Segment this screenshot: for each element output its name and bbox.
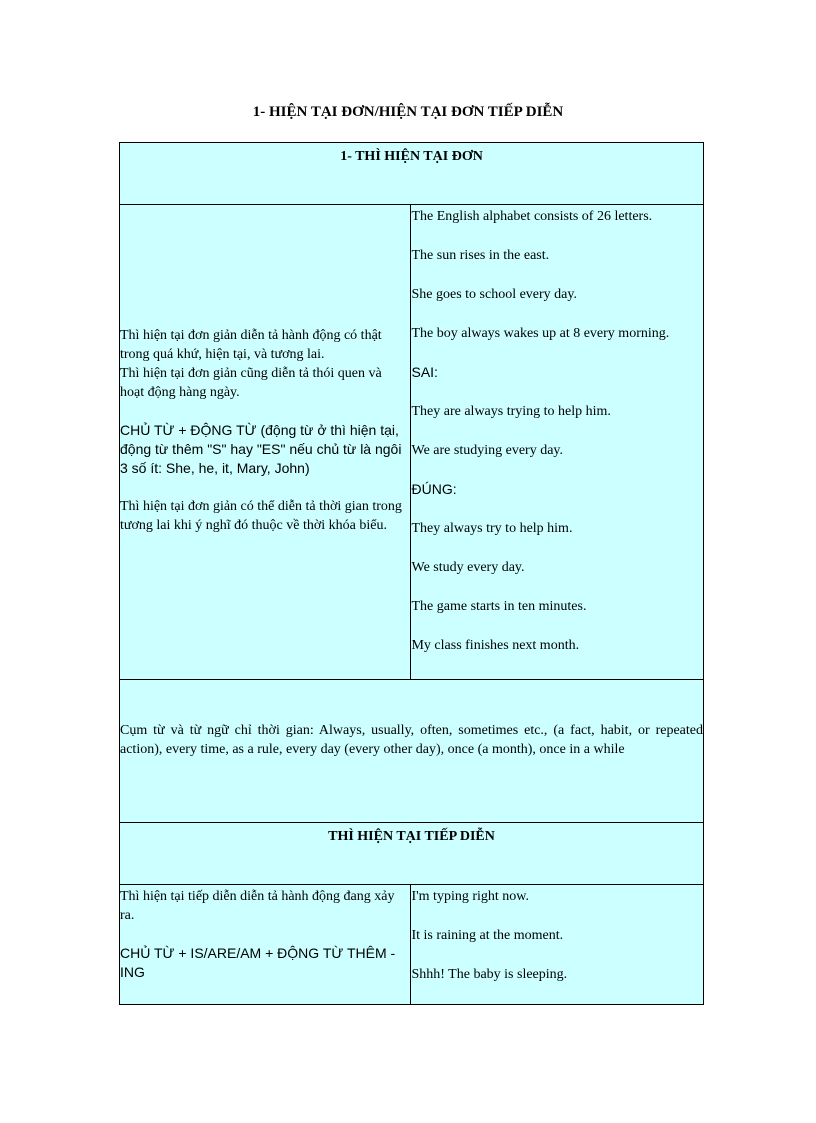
future-note: Thì hiện tại đơn giản có thể diễn tả thời gian trong tương lai khi ý nghĩ đó thuộc về thời khóa biểu.: [120, 499, 402, 533]
example-sentence: The boy always wakes up at 8 every morning.: [411, 326, 670, 341]
description-line: Thì hiện tại đơn giản cũng diễn tả thói quen và hoạt động hàng ngày.: [120, 366, 382, 400]
example-sentence: My class finishes next month.: [411, 638, 580, 653]
simple-present-explanation: [120, 205, 411, 680]
description-line: Thì hiện tại tiếp diễn diễn tả hành động đang xảy ra.: [120, 889, 395, 923]
correct-label: ĐÚNG:: [411, 481, 457, 497]
example-sentence: I'm typing right now.: [411, 889, 529, 904]
description-line: Thì hiện tại đơn giản diễn tả hành động có thật trong quá khứ, hiện tại, và tương lai.: [120, 328, 382, 362]
example-sentence: She goes to school every day.: [411, 287, 577, 302]
document-title: 1- HIỆN TẠI ĐƠN/HIỆN TẠI ĐƠN TIẾP DIỄN: [252, 104, 564, 120]
example-sentence: They are always trying to help him.: [411, 404, 611, 419]
simple-present-heading: 1- THÌ HIỆN TẠI ĐƠN: [120, 143, 704, 205]
simple-present-examples: [411, 205, 704, 680]
example-sentence: We study every day.: [411, 560, 525, 575]
time-expressions: Cụm từ và từ ngữ chỉ thời gian: Always, usually, often, sometimes etc., (a fact, habit, or repeated action), every time, as a rule, every day (every other day), once (a month), once in a while: [120, 680, 704, 823]
present-continuous-heading: THÌ HIỆN TẠI TIẾP DIỄN: [120, 823, 704, 885]
present-continuous-formula: CHỦ TỪ + IS/ARE/AM + ĐỘNG TỪ THÊM -ING: [120, 945, 396, 980]
grammar-table: [119, 142, 704, 1005]
example-sentence: They always try to help him.: [411, 521, 573, 536]
present-continuous-explanation: [120, 885, 411, 1005]
example-sentence: It is raining at the moment.: [411, 928, 564, 943]
present-continuous-examples: [411, 885, 704, 1005]
simple-present-formula: CHỦ TỪ + ĐỘNG TỪ (động từ ở thì hiện tại, động từ thêm "S" hay "ES" nếu chủ từ là ngôi 3 số ít: She, he, it, Mary, John): [120, 422, 402, 476]
example-sentence: The game starts in ten minutes.: [411, 599, 587, 614]
example-sentence: We are studying every day.: [411, 443, 564, 458]
wrong-label: SAI:: [411, 364, 438, 380]
example-sentence: Shhh! The baby is sleeping.: [411, 967, 568, 982]
example-sentence: The sun rises in the east.: [411, 248, 550, 263]
example-sentence: The English alphabet consists of 26 letters.: [411, 209, 653, 224]
